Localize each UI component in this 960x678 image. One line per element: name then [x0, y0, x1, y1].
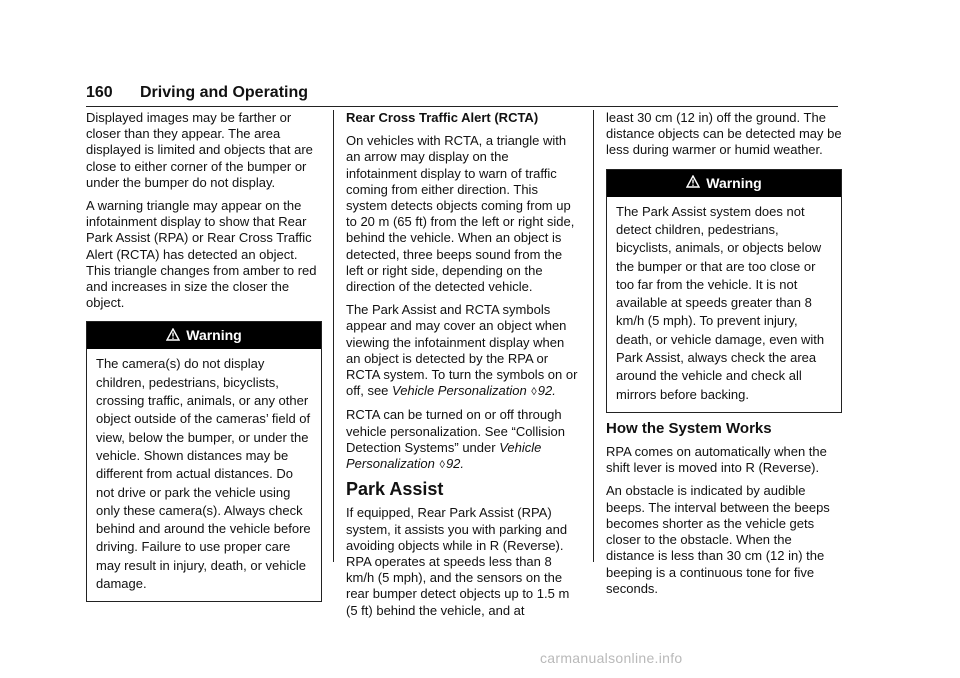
warning-title: Warning	[706, 174, 762, 191]
section-heading: How the System Works	[606, 419, 772, 437]
paragraph	[346, 407, 582, 473]
column-right	[606, 110, 842, 604]
column-middle	[346, 110, 582, 626]
paragraph-text: RCTA can be turned on or off through vehicle personalization. See “Collision Detection Systems” under	[346, 407, 565, 455]
page-header	[86, 84, 838, 107]
paragraph: Displayed images may be farther or closer than they appear. The area displayed is limited and objects that are close to either corner of the bumper or under the bumper do not display.	[86, 110, 313, 190]
warning-triangle-icon	[166, 323, 180, 350]
paragraph: An obstacle is indicated by audible beeps. The interval between the beeps becomes shorter as the vehicle gets closer to the obstacle. When the distance is less than 30 cm (12 in) the beeping is a continuous tone for five seconds.	[606, 483, 830, 596]
warning-box	[606, 169, 842, 413]
column-divider	[593, 110, 594, 562]
paragraph: If equipped, Rear Park Assist (RPA) system, it assists you with parking and avoiding objects while in R (Reverse). RPA operates at speeds less than 8 km/h (5 mph), and the sensors on the rear bumper detect objects up to 1.5 m (5 ft) behind the vehicle, and at	[346, 505, 570, 618]
warning-title: Warning	[186, 327, 242, 344]
paragraph: RPA comes on automatically when the shift lever is moved into R (Reverse).	[606, 444, 827, 476]
paragraph	[346, 302, 582, 400]
cross-reference-link[interactable]: Vehicle Personalization	[392, 383, 527, 399]
warning-header	[607, 170, 841, 197]
warning-box	[86, 321, 322, 602]
warning-header	[87, 322, 321, 349]
paragraph: least 30 cm (12 in) off the ground. The distance objects can be detected may be less during warmer or humid weather.	[606, 110, 842, 158]
column-divider	[333, 110, 334, 562]
warning-text: The camera(s) do not display children, pedestrians, bicyclists, crossing traffic, animals, or any other object outside of the cameras’ field of view, below the bumper, or under the vehicle. Shown distances may be different from actual distances. Do not drive or park the vehicle using only these camera(s). Always check behind and around the vehicle before driving. Failure to use proper care may result in injury, death, or vehicle damage.	[96, 356, 311, 591]
paragraph-text: The Park Assist and RCTA symbols appear and may cover an object when viewing the infotainment display when an object is detected by the RPA or RCTA system. To turn the symbols on or off, see	[346, 302, 578, 399]
chapter-title: Driving and Operating	[140, 84, 309, 101]
warning-triangle-icon	[686, 170, 700, 197]
page-reference-icon: ◊	[531, 386, 537, 399]
subheading: Rear Cross Traffic Alert (RCTA)	[346, 110, 539, 125]
watermark: carmanualsonline.info	[540, 650, 683, 666]
paragraph: On vehicles with RCTA, a triangle with an arrow may display on the infotainment display to warn of traffic coming from either direction. This system detects objects coming from up to 20 m (65 ft) from the left or right side, behind the vehicle. When an object is detected, three beeps sound from the left or right side, depending on the direction of the detected vehicle.	[346, 133, 575, 295]
cross-reference-link[interactable]: Vehicle Personalization	[346, 439, 542, 472]
page-reference-icon: ◊	[439, 459, 445, 472]
cross-reference-page[interactable]: 92.	[537, 383, 556, 399]
section-heading: Park Assist	[346, 479, 444, 500]
column-left	[86, 110, 322, 610]
paragraph: A warning triangle may appear on the infotainment display to show that Rear Park Assist (RPA) or Rear Cross Traffic Alert (RCTA) has detected an object. This triangle changes from amber to red and increases in size the closer the object.	[86, 198, 317, 311]
page-number: 160	[86, 84, 113, 101]
warning-text: The Park Assist system does not detect children, pedestrians, bicyclists, animals, or objects below the bumper or that are too close or too far from the vehicle. It is not available at speeds greater than 8 km/h (5 mph). To prevent injury, death, or vehicle damage, even with Park Assist, always check the area around the vehicle and check all mirrors before backing.	[616, 203, 825, 402]
cross-reference-page[interactable]: 92.	[445, 456, 465, 472]
